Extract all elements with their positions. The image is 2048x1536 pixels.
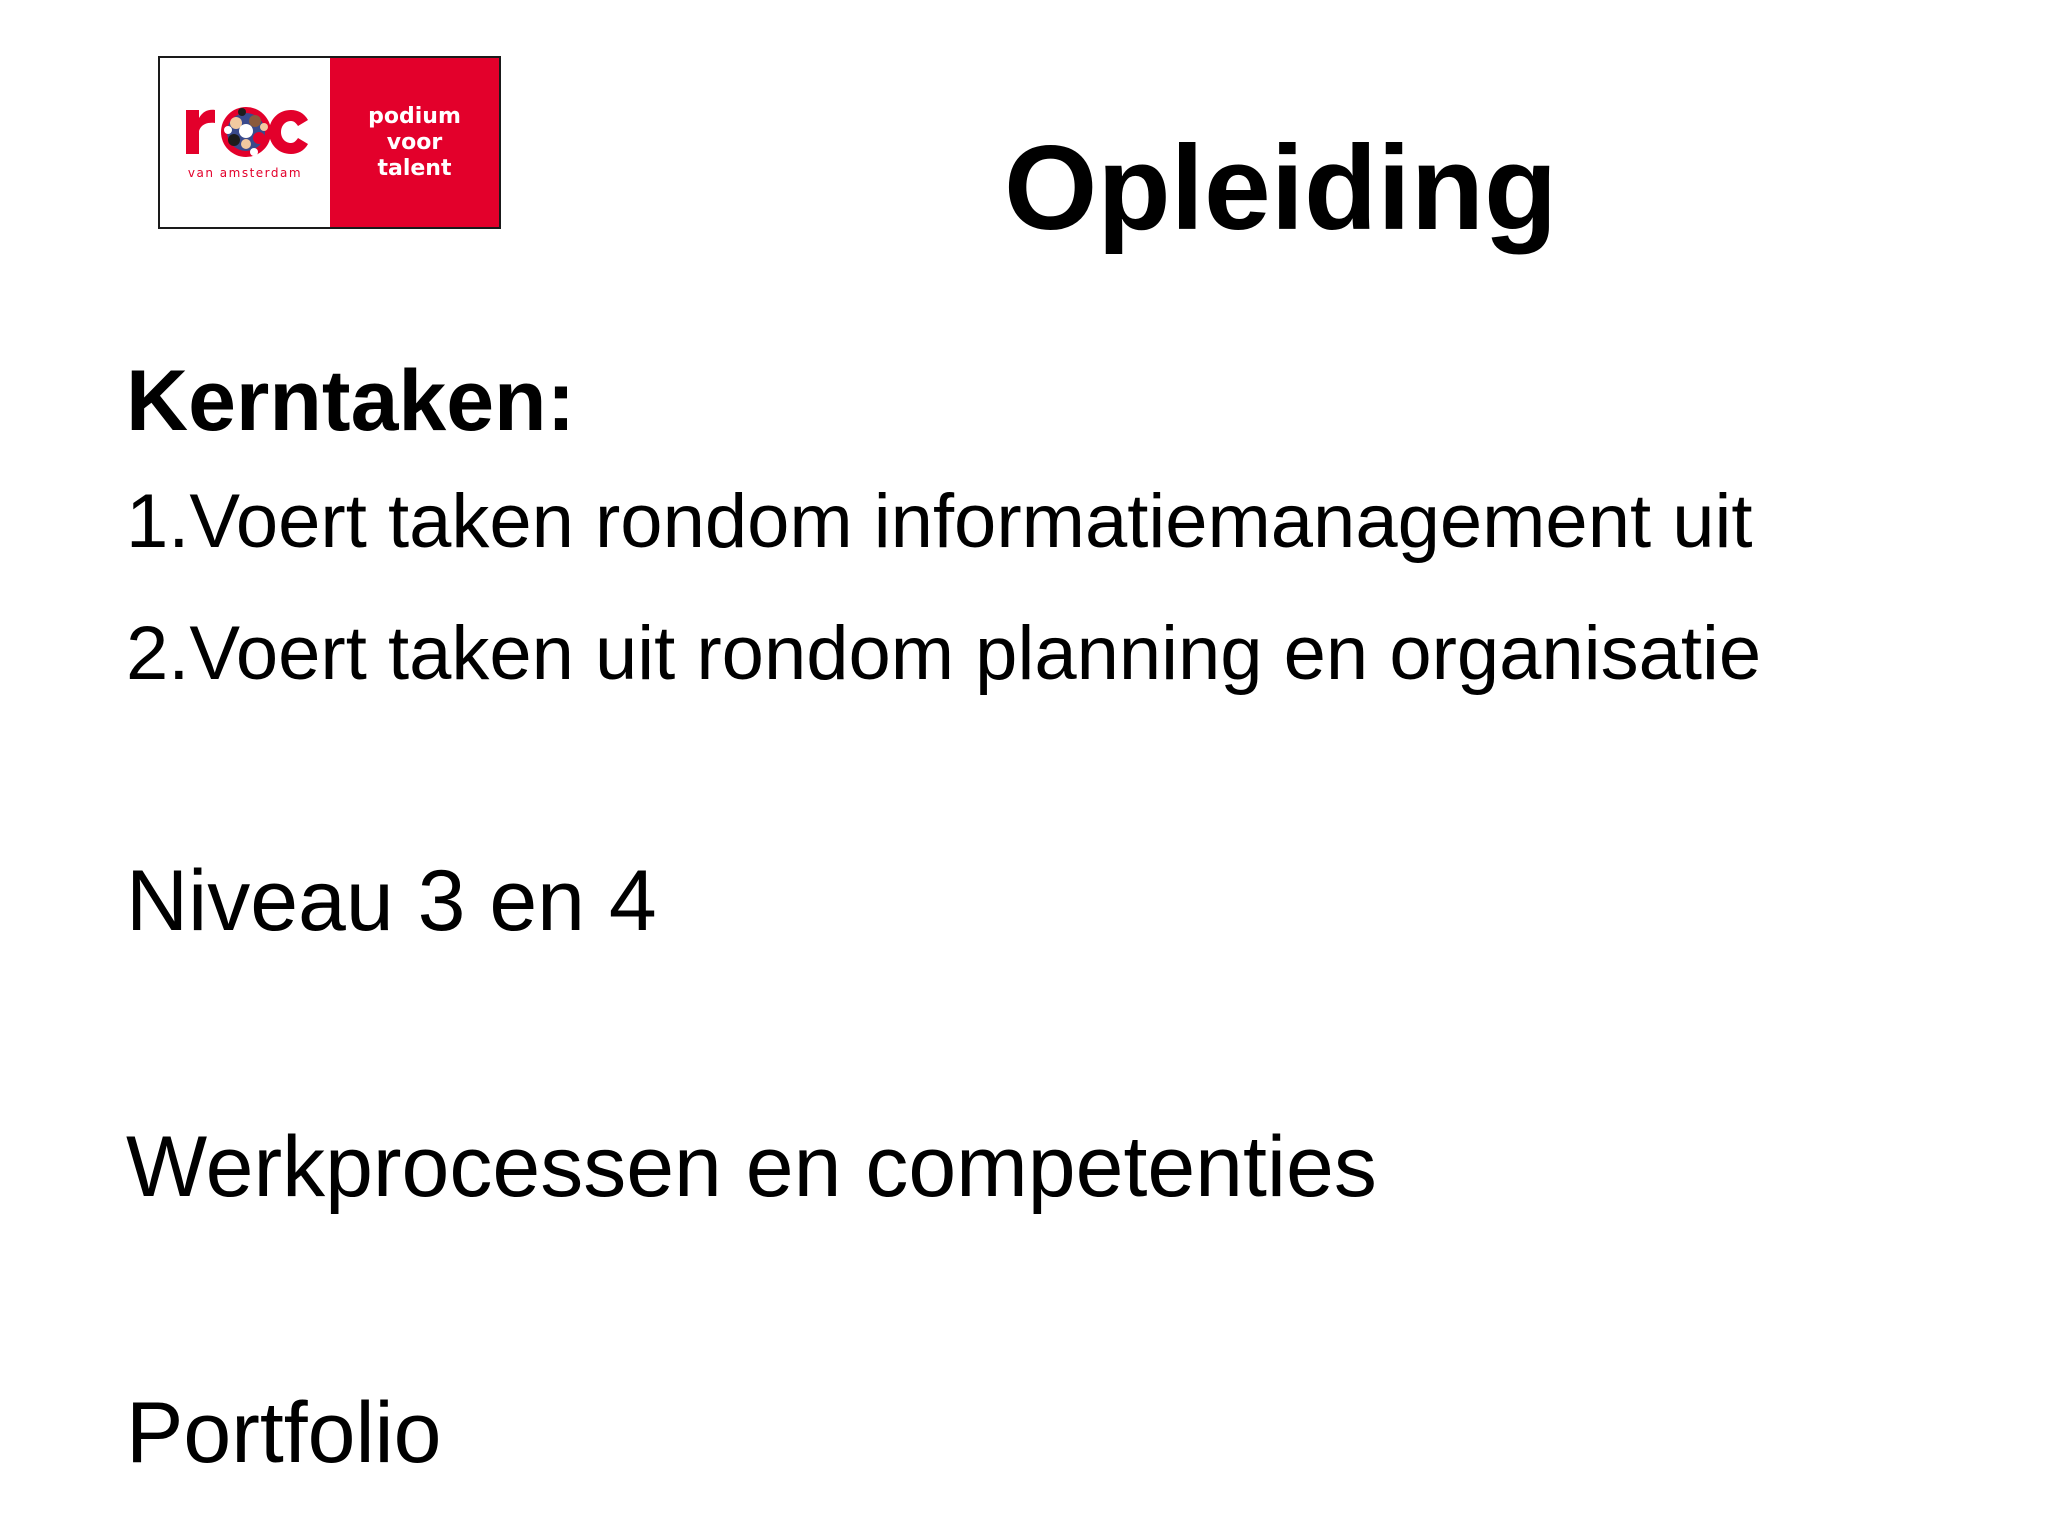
logo-subtitle: van amsterdam — [187, 166, 303, 180]
roc-logo — [158, 56, 501, 229]
topic-item: Niveau 3 en 4 — [126, 853, 657, 949]
logo-tagline-line: voor — [386, 129, 443, 155]
logo-wordmark-panel — [160, 58, 330, 227]
logo-tagline-panel — [330, 58, 499, 227]
task-item: 1.Voert taken rondom informatiemanagement uit — [126, 479, 1753, 564]
task-item: 2.Voert taken uit rondom planning en organisatie — [126, 611, 1762, 696]
topic-item: Portfolio — [126, 1385, 442, 1481]
section-heading: Kerntaken: — [126, 353, 576, 449]
topic-item: Werkprocessen en competenties — [126, 1119, 1377, 1215]
roc-wordmark-icon — [182, 92, 312, 162]
logo-tagline-line: podium — [368, 103, 461, 129]
logo-tagline-line: talent — [377, 155, 452, 181]
slide-title: Opleiding — [1004, 121, 1558, 255]
